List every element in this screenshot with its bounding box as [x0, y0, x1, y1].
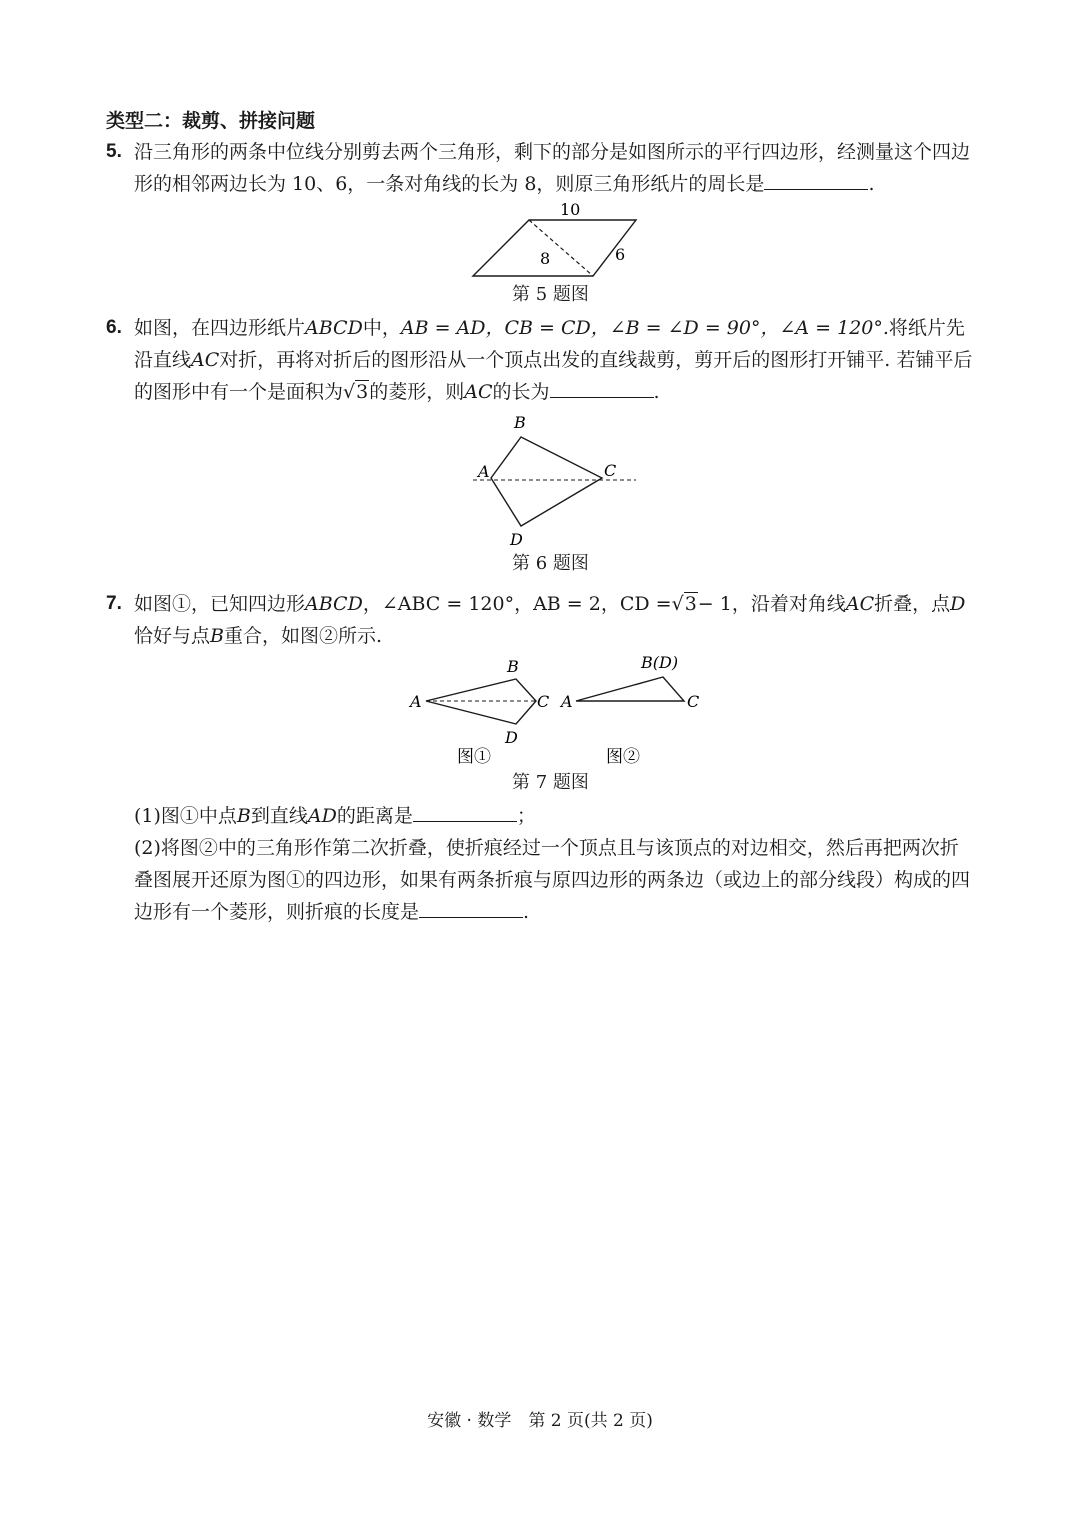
- question-6: 6. 如图，在四边形纸片ABCD中，AB = AD，CB = CD，∠B = ∠D = 90°，∠A = 120°.将纸片先沿直线AC对折，再将对折后的图形沿从一个顶点出发的直线裁剪，剪开后的图形打开铺平. 若铺平后的图形中有一个是面积为√3的菱形，则AC的长为 .: [106, 312, 976, 408]
- diagonal: [529, 220, 593, 276]
- triangle: [576, 677, 684, 701]
- question-5: 5. 沿三角形的两条中位线分别剪去两个三角形，剩下的部分是如图所示的平行四边形，经测量这个四边形的相邻两边长为 10、6，一条对角线的长为 8，则原三角形纸片的周长是 .: [106, 136, 976, 200]
- fig1-label-D: D: [505, 728, 518, 747]
- question-7: 7. 如图①，已知四边形ABCD，∠ABC = 120°，AB = 2，CD =√3− 1，沿着对角线AC折叠，点D恰好与点B重合，如图②所示.: [106, 588, 976, 652]
- label-diagonal: 8: [540, 249, 551, 268]
- sqrt-3: √3: [671, 593, 697, 615]
- answer-blank[interactable]: [419, 897, 523, 918]
- question-number: 6.: [106, 317, 122, 338]
- fig2-name: 图②: [606, 747, 640, 767]
- fig1-label-B: B: [507, 657, 519, 676]
- answer-blank[interactable]: [764, 169, 868, 190]
- fig2-label-BD: B(D): [641, 653, 679, 672]
- figure-5: [460, 198, 650, 282]
- label-B: B: [514, 413, 526, 432]
- question-number: 7.: [106, 593, 122, 614]
- page-footer: 安徽 · 数学 第 2 页(共 2 页): [427, 1411, 653, 1431]
- label-top: 10: [560, 200, 581, 219]
- figure-7: [404, 650, 714, 770]
- label-D: D: [510, 530, 523, 549]
- sqrt-3: √3: [343, 381, 369, 403]
- figure-6: [468, 410, 644, 550]
- section-title: 类型二：裁剪、拼接问题: [106, 110, 316, 132]
- fig2-label-A: A: [561, 692, 573, 711]
- question-7-part-2: (2)将图②中的三角形作第二次折叠，使折痕经过一个顶点且与该顶点的对边相交，然后再把两次折叠图展开还原为图①的四边形，如果有两条折痕与原四边形的两条边（或边上的部分线段）构成的四边形有一个菱形，则折痕的长度是 .: [134, 837, 971, 923]
- question-7-part-1: (1)图①中点B到直线AD的距离是 ；: [134, 800, 976, 832]
- caption-7: 第 7 题图: [512, 772, 589, 793]
- fig1-label-C: C: [537, 692, 550, 711]
- fig2-label-C: C: [687, 692, 700, 711]
- answer-blank[interactable]: [550, 377, 654, 398]
- caption-5: 第 5 题图: [512, 284, 589, 305]
- question-number: 5.: [106, 141, 122, 162]
- parallelogram: [473, 220, 636, 276]
- label-A: A: [478, 462, 490, 481]
- fig1-name: 图①: [457, 747, 491, 767]
- kite: [491, 437, 602, 526]
- fig1-label-A: A: [410, 692, 422, 711]
- caption-6: 第 6 题图: [512, 553, 589, 574]
- label-C: C: [604, 461, 617, 480]
- label-side: 6: [615, 245, 626, 264]
- answer-blank[interactable]: [413, 801, 517, 822]
- question-text: 沿三角形的两条中位线分别剪去两个三角形，剩下的部分是如图所示的平行四边形，经测量这个四边形的相邻两边长为 10、6，一条对角线的长为 8，则原三角形纸片的周长是: [134, 141, 971, 195]
